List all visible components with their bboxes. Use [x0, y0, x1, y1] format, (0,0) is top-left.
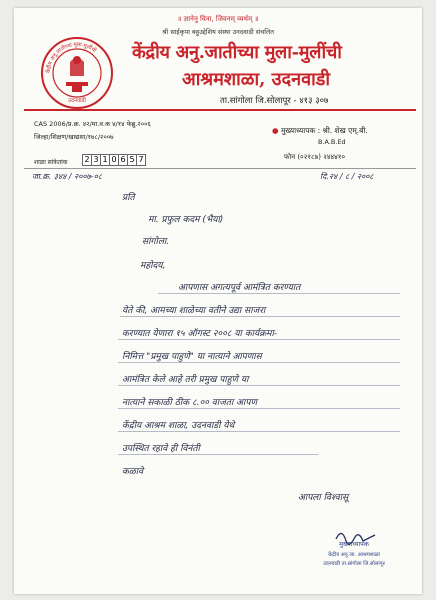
code-digit: 7 — [136, 154, 146, 166]
headmaster-degrees: B.A.B.Ed — [318, 138, 346, 146]
letter-sheet — [14, 8, 422, 594]
signature-stamp — [294, 525, 414, 575]
svg-text:उदनवाडी: उदनवाडी — [68, 98, 86, 104]
school-code-boxes — [82, 154, 145, 166]
closing: आपला विश्वासू — [298, 493, 349, 503]
code-digit: 6 — [118, 154, 128, 166]
code-digit: 0 — [109, 154, 119, 166]
stamp-line: उदनवाडी ता.सांगोला जि.सोलापूर — [323, 561, 385, 567]
letter-body-line: नात्याने सकाळी ठीक ८.०० वाजता आपण — [122, 398, 257, 408]
headmaster-line — [272, 126, 368, 136]
svg-text:केंद्रीय अनु.जातीच्या मुला-मुल: केंद्रीय अनु.जातीच्या मुला-मुलींची — [45, 41, 97, 74]
letterhead-bottom-divider — [24, 168, 416, 169]
letter-body-line: करण्यात येणारा १५ ऑगस्ट २००८ या कार्यक्रमा- — [122, 329, 278, 339]
code-digit: 3 — [91, 154, 101, 166]
bullet-icon: ● — [272, 126, 281, 135]
letter-body-line: निमित्त "प्रमुख पाहुणे" या नात्याने आपणास — [122, 352, 262, 362]
school-title-line2: आश्रमशाळा, उदनवाडी — [182, 69, 331, 90]
cas-number: CAS 2006/प्र.क्र. ४२/मा.व.क ४/१४ फेब्रु.२००६ — [34, 120, 151, 128]
stamp-title: मुख्याध्यापक — [339, 540, 369, 548]
phone-number: फोन (०२१८७) २४४४१० — [284, 153, 346, 161]
header-divider — [24, 109, 416, 111]
code-digit: 2 — [82, 154, 92, 166]
code-digit: 5 — [127, 154, 137, 166]
addressee-place: सांगोला. — [142, 237, 170, 247]
society-name: श्री साईकृपा बहुउद्देशिय संस्था उनदवाडी संचलित — [161, 28, 275, 36]
letter-date: दि.२४ / ८ / २००८ — [320, 172, 374, 181]
recipient-prefix: प्रति — [122, 193, 135, 203]
addressee-name: मा. प्रफुल कदम (भैया) — [148, 215, 224, 225]
reference-number: जा.क्र. ३४४ / २००७-०८ — [32, 172, 102, 181]
motto: ॥ ज्ञानेनु विना, जिवनम् व्यर्थम् ॥ — [177, 15, 259, 23]
letter-body-line: येते की, आमच्या शाळेच्या वतीने उद्या साजरा — [122, 306, 266, 316]
school-address: ता.सांगोला जि.सोलापूर - ४१३ ३०७ — [220, 96, 329, 106]
letter-body-line: कळावे — [122, 467, 144, 477]
stamp-line: केंद्रीय अनु.जा. आश्रमशाळा — [328, 552, 380, 558]
salutation: महोदय, — [140, 261, 166, 271]
headmaster-name: मुख्याध्यापक : श्री. शेख एम्.बी. — [280, 126, 368, 135]
office-reference: जिल्हा/शिक्षण/खाद्यशा/१७८/२००७ — [34, 133, 114, 141]
letter-body-line: आपणास अगत्यपूर्व आमंत्रित करण्यात — [178, 283, 301, 293]
code-digit: 1 — [100, 154, 110, 166]
letter-body-line: उपस्थित रहावे ही विनंती — [122, 444, 200, 454]
school-title-line1: केंद्रीय अनु.जातीच्या मुला-मुलींची — [132, 42, 342, 63]
school-seal — [40, 36, 114, 110]
letter-body-line: आमंत्रित केले आहे तरी प्रमुख पाहुणे या — [122, 375, 249, 385]
school-code-label: शाळा सांकेतांक — [34, 159, 68, 166]
letter-body-line: केंद्रीय आश्रम शाळा, उदनवाडी येथे — [122, 421, 235, 431]
